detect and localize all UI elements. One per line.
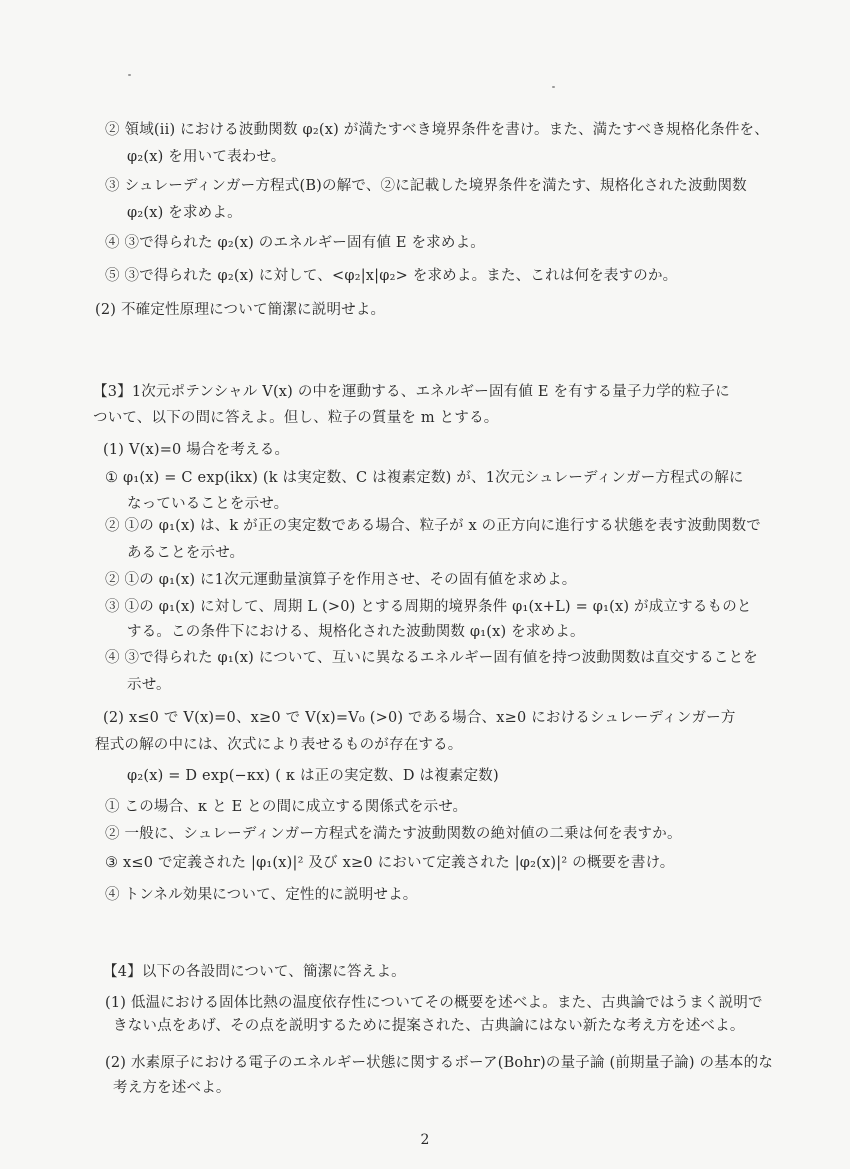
q3-2-item-3: ③ x≤0 で定義された |φ₁(x)|² 及び x≥0 において定義された |φ₂(x)|² の概要を書け。: [105, 855, 675, 871]
q2-item-4: ④ ③で得られた φ₂(x) のエネルギー固有値 E を求めよ。: [105, 235, 485, 251]
q3-1-item-3-line2: する。この条件下における、規格化された波動関数 φ₁(x) を求めよ。: [127, 624, 585, 640]
q4-heading: 【4】以下の各設問について、簡潔に答えよ。: [103, 964, 406, 980]
scan-speck: [128, 74, 131, 76]
q3-part-2-line2: 程式の解の中には、次式により表せるものが存在する。: [95, 737, 463, 753]
q2-item-2-line1: ② 領域(ii) における波動関数 φ₂(x) が満たすべき境界条件を書け。また、満たすべき規格化条件を、: [105, 122, 769, 138]
q3-1-item-2-line1: ② ①の φ₁(x) は、k が正の実定数である場合、粒子が x の正方向に進行する状態を表す波動関数で: [105, 518, 761, 534]
q3-1-item-1-line2: なっていることを示せ。: [127, 496, 289, 512]
q3-part-1: (1) V(x)=0 場合を考える。: [103, 442, 290, 458]
page-number: 2: [420, 1132, 430, 1148]
q3-1-item-2b: ② ①の φ₁(x) に1次元運動量演算子を作用させ、その固有値を求めよ。: [105, 572, 577, 588]
q2-item-3-line2: φ₂(x) を求めよ。: [127, 205, 242, 221]
q3-heading-line2: ついて、以下の問に答えよ。但し、粒子の質量を m とする。: [93, 410, 499, 426]
q3-1-item-3-line1: ③ ①の φ₁(x) に対して、周期 L (>0) とする周期的境界条件 φ₁(x+L) = φ₁(x) が成立するものと: [105, 599, 752, 615]
q4-part-2-line2: 考え方を述べよ。: [113, 1080, 231, 1096]
q4-part-1-line2: きない点をあげ、その点を説明するために提案された、古典論にはない新たな考え方を述べよ。: [113, 1018, 745, 1034]
q4-part-1-line1: (1) 低温における固体比熱の温度依存性についてその概要を述べよ。また、古典論ではうまく説明で: [105, 995, 763, 1011]
q4-part-2-line1: (2) 水素原子における電子のエネルギー状態に関するボーア(Bohr)の量子論 (前期量子論) の基本的な: [105, 1055, 774, 1071]
q3-1-item-1-line1: ① φ₁(x) = C exp(ikx) (k は実定数、C は複素定数) が、1次元シュレーディンガー方程式の解に: [105, 470, 744, 486]
q2-part-2: (2) 不確定性原理について簡潔に説明せよ。: [95, 302, 386, 318]
q3-1-item-4-line2: 示せ。: [127, 677, 171, 693]
scan-speck: [552, 86, 555, 88]
q3-1-item-4-line1: ④ ③で得られた φ₁(x) について、互いに異なるエネルギー固有値を持つ波動関数は直交することを: [105, 650, 759, 666]
q3-2-item-2: ② 一般に、シュレーディンガー方程式を満たす波動関数の絶対値の二乗は何を表すか。: [105, 826, 682, 842]
q3-equation: φ₂(x) = D exp(−κx) ( κ は正の実定数、D は複素定数): [127, 768, 499, 784]
q2-item-2-line2: φ₂(x) を用いて表わせ。: [127, 149, 286, 165]
q2-item-3-line1: ③ シュレーディンガー方程式(B)の解で、②に記載した境界条件を満たす、規格化された波動関数: [105, 178, 747, 194]
q3-heading-line1: 【3】1次元ポテンシャル V(x) の中を運動する、エネルギー固有値 E を有する量子力学的粒子に: [93, 384, 730, 400]
q3-1-item-2-line2: あることを示せ。: [127, 545, 245, 561]
q3-2-item-4: ④ トンネル効果について、定性的に説明せよ。: [105, 887, 418, 903]
q3-part-2-line1: (2) x≤0 で V(x)=0、x≥0 で V(x)=V₀ (>0) である場合、x≥0 におけるシュレーディンガー方: [103, 710, 736, 726]
q2-item-5: ⑤ ③で得られた φ₂(x) に対して、<φ₂|x|φ₂> を求めよ。また、これは何を表すのか。: [105, 268, 678, 284]
q3-2-item-1: ① この場合、κ と E との間に成立する関係式を示せ。: [105, 799, 468, 815]
